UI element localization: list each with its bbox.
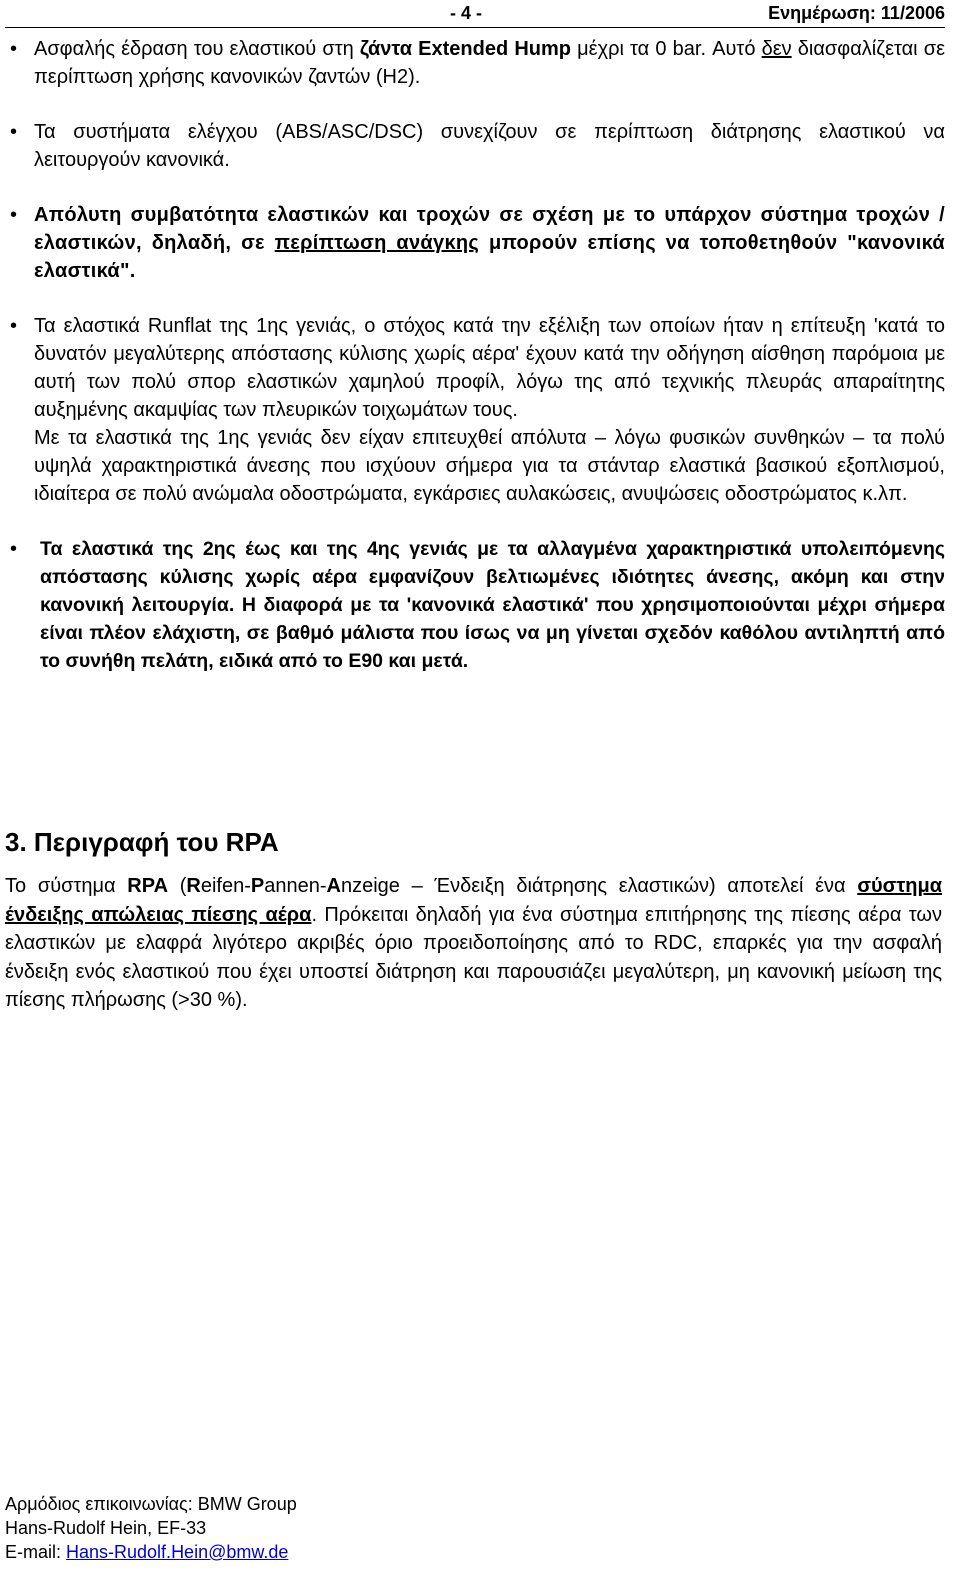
text-run: Ασφαλής έδραση του ελαστικού στη: [34, 38, 360, 60]
paragraph: • Τα ελαστικά Runflat της 1ης γενιάς, ο στόχος κατά την εξέλιξη των οποίων ήταν η επίτευξη 'κατά το δυνατόν μεγαλύτερης απόστασης κύλισης χωρίς αέρα' έχουν κατά την οδήγηση αίσθηση παρόμοια με αυτή των πολύ σπορ ελαστικών χαμηλού προφίλ, λόγω της από τεχνικής πλευράς απαραίτητης αυξημένης ακαμψίας των πλευρικών τοιχωμάτων τους.: [34, 315, 945, 421]
email-line: [5, 1540, 297, 1564]
list-item: [0, 201, 945, 285]
bold-run: R: [186, 875, 201, 897]
text-run: nzeige – Ένδειξη διάτρησης ελαστικών) αποτελεί ένα: [340, 875, 858, 897]
text-run: μέχρι τα 0 bar. Αυτό: [571, 38, 762, 60]
text-run: (: [168, 875, 187, 897]
underlined-bold-run: σύστημα ένδειξης απώλειας πίεσης αέρα: [5, 875, 942, 926]
bold-run: A: [326, 875, 341, 897]
underlined-run: δεν: [761, 38, 792, 60]
section-title: 3. Περιγραφή του RPA: [5, 827, 279, 857]
bold-run: Τα ελαστικά της 2ης έως και της 4ης γενιάς με τα αλλαγμένα χαρακτηριστικά υπολειπόμενης απόστασης κύλισης χωρίς αέρα εμφανίζουν βελτιωμένες ιδιότητες άνεσης, ακόμη και στην κανονική λειτουργία. Η διαφορά με τα 'κανονικά ελαστικά' που χρησιμοποιούνται μέχρι σήμερα είναι πλέον ελάχιστη, σε βαθμό μάλιστα που ίσως να μη γίνεται σχεδόν καθόλου αντιληπτή από το συνήθη πελάτη, ειδικά από το E90 και μετά.: [40, 538, 945, 672]
paragraph: Με τα ελαστικά της 1ης γενιάς δεν είχαν επιτευχθεί απόλυτα – λόγω φυσικών συνθηκών – τα πολύ υψηλά χαρακτηριστικά άνεσης που ισχύουν σήμερα για τα στάνταρ ελαστικά βασικού εξοπλισμού, ιδιαίτερα σε πολύ ανώμαλα οδοστρώματα, εγκάρσιες αυλακώσεις, ανυψώσεις οδοστρώματος κ.λπ.: [34, 427, 945, 505]
list-item: [0, 535, 945, 675]
bold-run: ζάντα Extended Hump: [359, 38, 572, 60]
text-run: annen-: [264, 875, 327, 897]
text-run: . Πρόκειται δηλαδή για ένα σύστημα επιτήρησης της πίεσης αέρα των ελαστικών με ελαφρά λιγότερο ακριβές όριο προειδοποίησης από το RDC, επαρκές για την ασφαλή ένδειξη ενός ελαστικού που έχει υποστεί διάτρηση και παρουσιάζει μεγαλύτερη, μη κανονική μείωση της πίεσης πλήρωσης (>30 %).: [5, 903, 943, 1011]
contact-line: Αρμόδιος επικοινωνίας: BMW Group: [5, 1494, 297, 1514]
list-item: [0, 118, 945, 174]
email-label: E-mail:: [5, 1542, 67, 1562]
contact-person: Hans-Rudolf Hein, EF-33: [5, 1518, 207, 1538]
text-run: Τα συστήματα ελέγχου (ABS/ASC/DSC) συνεχίζουν σε περίπτωση διάτρησης ελαστικού να λειτουργούν κανονικά.: [34, 121, 945, 171]
underlined-run: περίπτωση ανάγκης: [274, 232, 480, 254]
bold-run: RPA: [127, 875, 169, 897]
email-link[interactable]: Hans-Rudolf.Hein@bmw.de: [66, 1542, 289, 1562]
update-date: Ενημέρωση: 11/2006: [768, 3, 945, 23]
page-header: [5, 3, 945, 28]
list-item: [0, 35, 945, 91]
list-item: [0, 312, 945, 508]
page-number: - 4 -: [450, 3, 483, 23]
text-run: Το σύστημα: [5, 875, 128, 897]
bold-run: Απόλυτη συμβατότητα ελαστικών και τροχών σε σχέση με το υπάρχον σύστημα τροχών / ελαστικών, δηλαδή, σε: [34, 204, 945, 254]
page-footer: [5, 1492, 297, 1564]
bold-run: P: [250, 875, 265, 897]
text-run: eifen-: [200, 875, 251, 897]
bold-run: μπορούν επίσης να τοποθετηθούν "κανονικά ελαστικά".: [34, 232, 945, 282]
feature-list: [0, 35, 945, 675]
section-paragraph: [5, 872, 942, 1015]
text-run: διασφαλίζεται σε περίπτωση χρήσης κανονικών ζαντών (H2).: [34, 38, 946, 88]
